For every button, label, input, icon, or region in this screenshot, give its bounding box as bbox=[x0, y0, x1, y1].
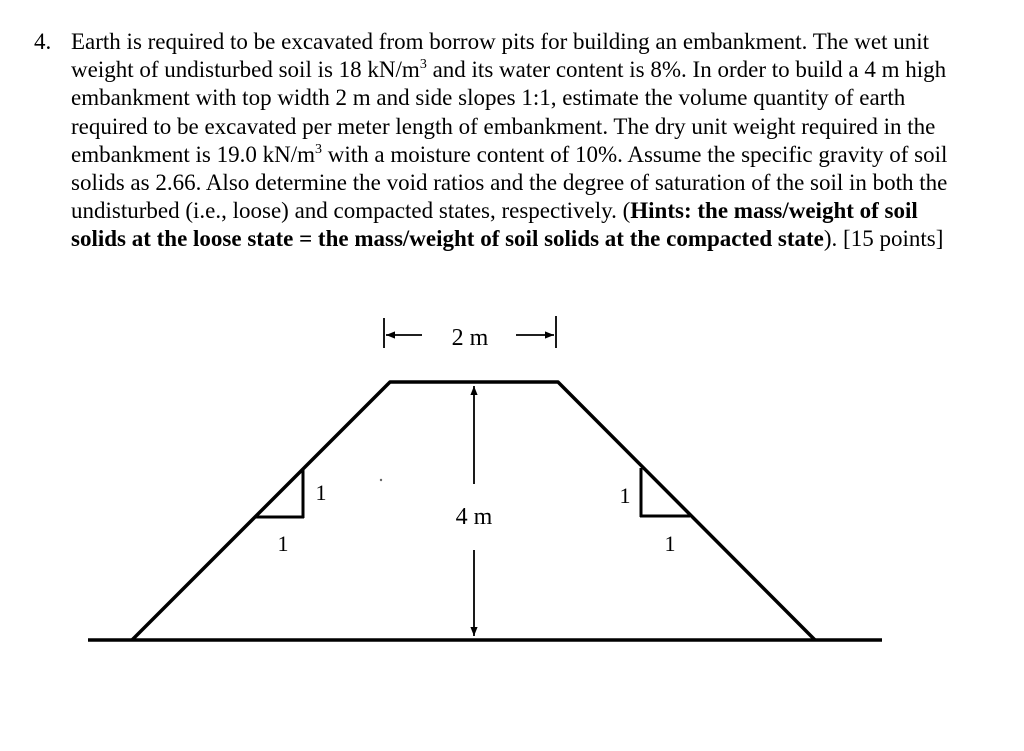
height-label: 4 m bbox=[455, 504, 493, 530]
speck-mark bbox=[380, 479, 382, 481]
right-slope-horizontal-label: 1 bbox=[664, 531, 676, 556]
problem-number: 4. bbox=[34, 29, 52, 54]
problem-text-part-4: ). [15 points] bbox=[823, 226, 944, 252]
right-slope-vertical-label: 1 bbox=[619, 483, 631, 508]
hint-text: Hints: the mass/weight of soil solids at the loose state = the mass/weight of soil solids at the compacted state bbox=[71, 198, 918, 252]
left-slope-horizontal-label: 1 bbox=[277, 531, 289, 556]
problem-text-part-2: and its water content is 8%. In order to build a 4 m high embankment with top width 2 m and side slopes 1:1, estimate the volume quantity of earth required to be excavated per meter length of embankment. The dry unit weight required in the embankment is 19.0 kN/m bbox=[71, 57, 947, 167]
top-width-label: 2 m bbox=[451, 325, 489, 351]
left-slope-vertical-label: 1 bbox=[315, 480, 327, 505]
unit-cubed-superscript-1: 3 bbox=[419, 57, 427, 73]
problem-text-part-1: Earth is required to be excavated from borrow pits for building an embankment. The wet unit weight of undisturbed soil is 18 kN/m bbox=[71, 29, 929, 83]
problem-text-part-3: with a moisture content of 10%. Assume the specific gravity of soil solids as 2.66. Also determine the void ratios and the degree of saturation of the soil in both the undisturbed (i.e., loose) and compacted states, respectively. ( bbox=[71, 141, 948, 224]
unit-cubed-superscript-2: 3 bbox=[315, 141, 323, 157]
